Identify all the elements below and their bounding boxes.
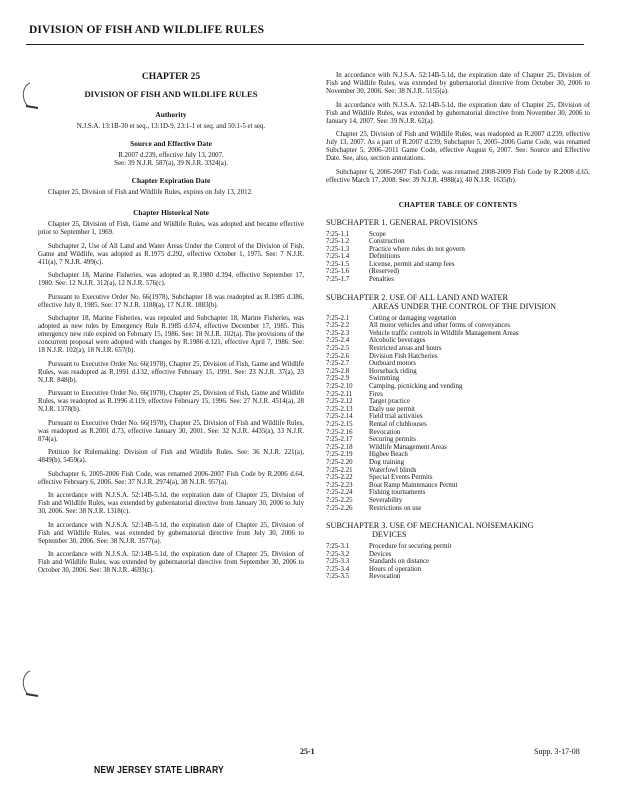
toc-section-number: 7:25-2.21 — [326, 466, 353, 474]
toc-section-title: Higbee Beach — [369, 451, 408, 459]
toc-section-title: Boat Ramp Maintenance Permit — [369, 481, 458, 489]
toc-section-number: 7:25-2.6 — [326, 352, 350, 360]
toc-section-number: 7:25-2.1 — [326, 314, 350, 322]
history-paragraph: Pursuant to Executive Order No. 66(1978), Chapter 25, Division of Fish, Game and Wildlife Rules, was readopted as R.1991 d.132, effective February 15, 1991. See: 23 N.J.R. 37(a), 23 N.J.R. 848(b). — [38, 360, 304, 384]
toc-section-number: 7:25-2.11 — [326, 390, 353, 398]
toc-section-number: 7:25-1.6 — [326, 268, 350, 276]
toc-entry — [326, 253, 590, 261]
history-paragraph: Chapter 25, Division of Fish and Wildlife Rules, was readopted as R.2007 d.239, effective July 13, 2007. As a part of R.2007 d.239, Subchapter 5, 2005–2006 Game Code, was renamed Subchapter 5, 2006–2011 Game Code, effective August 6, 2007. See: Source and Effective Date. See, also, section annotations. — [326, 131, 590, 162]
toc-entry — [326, 451, 590, 459]
toc-section-number: 7:25-1.5 — [326, 260, 350, 268]
history-paragraph: Subchapter 18, Marine Fisheries, was repealed and Subchapter 18, Marine Fisheries, was adopted as new rules by Emergency Rule R.1985 d.674, effective December 17, 1985. This emergency new rule expired on February 15, 1986. See: 18 N.J.R. 102(a). The provisions of the concurrent proposal were adopted with changes by R.1986 d.121, effective April 7, 1986. See: 18 N.J.R. 102(a), 18 N.J.R. 657(b). — [38, 315, 304, 354]
toc-section-number: 7:25-2.9 — [326, 375, 350, 383]
toc-entry — [326, 383, 590, 391]
toc-entry — [326, 231, 590, 239]
toc-section-title: Revocation — [369, 573, 401, 581]
toc-entry — [326, 375, 590, 383]
history-notes — [38, 221, 304, 575]
toc-section-number: 7:25-3.1 — [326, 543, 350, 551]
toc-entry — [326, 573, 590, 581]
library-stamp: NEW JERSEY STATE LIBRARY — [94, 764, 224, 776]
header-rule — [26, 44, 584, 45]
toc-section-title: Fishing tournaments — [369, 489, 426, 497]
toc-section-number: 7:25-1.7 — [326, 276, 350, 284]
toc-section-number: 7:25-2.18 — [326, 443, 353, 451]
toc-section-number: 7:25-2.25 — [326, 496, 353, 504]
toc-section-title: Standards on distance — [369, 558, 430, 566]
toc-entry — [326, 322, 590, 330]
toc-entry — [326, 436, 590, 444]
history-paragraph: Pursuant to Executive Order No. 66(1978), Chapter 25, Division of Fish and Wildlife Rules, was readopted as R.2001 d.73, effective January 30, 2001. See: 32 N.J.R. 4435(a), 33 N.J.R. 874(a). — [38, 419, 304, 443]
toc-entry — [326, 413, 590, 421]
history-paragraph: Subchapter 18, Marine Fisheries, was adopted as R.1980 d.394, effective September 17, 1980. See: 12 N.J.R. 312(a), 12 N.J.R. 576(c). — [38, 272, 304, 287]
toc-entry — [326, 558, 590, 566]
toc-entry — [326, 330, 590, 338]
toc-section-title: Practice where rules do not govern — [369, 245, 465, 253]
subchapter-heading-line: SUBCHAPTER 3. USE OF MECHANICAL NOISEMAKING — [326, 521, 534, 531]
running-head: DIVISION OF FISH AND WILDLIFE RULES — [29, 24, 265, 36]
toc-section-title: Outboard motors — [369, 360, 416, 368]
subchapter-heading-line: SUBCHAPTER 2. USE OF ALL LAND AND WATER — [326, 292, 508, 302]
toc-section-title: Rental of clubhouses — [369, 420, 427, 428]
expiration-heading: Chapter Expiration Date — [131, 176, 211, 185]
punch-hole-mark-bottom — [16, 668, 44, 698]
toc-section-title: Field trial activities — [369, 413, 423, 421]
toc-section-number: 7:25-2.23 — [326, 481, 353, 489]
toc-entry — [326, 398, 590, 406]
subchapter-heading-line: SUBCHAPTER 1. GENERAL PROVISIONS — [326, 217, 478, 227]
toc-section-number: 7:25-2.2 — [326, 322, 350, 330]
toc-section-number: 7:25-2.14 — [326, 413, 353, 421]
toc-entry — [326, 421, 590, 429]
toc-entry — [326, 268, 590, 276]
toc-entry — [326, 505, 590, 513]
subchapter-heading — [326, 521, 590, 539]
toc-section-number: 7:25-1.2 — [326, 238, 350, 246]
toc-entry — [326, 261, 590, 269]
toc-section-number: 7:25-2.7 — [326, 360, 350, 368]
toc-section-title: All motor vehicles and other forms of conveyances — [369, 322, 511, 330]
toc-section-number: 7:25-2.4 — [326, 337, 350, 345]
toc-section-title: Severability — [369, 496, 403, 504]
toc-section-title: Securing permits — [369, 436, 416, 444]
history-paragraph: In accordance with N.J.S.A. 52:14B-5.1d, the expiration date of Chapter 25, Division of Fish and Wildlife Rules, was extended by gubernatorial directive from September 30, 2006 to October 30, 2006. See: 38 N.J.R. 4693(c). — [38, 551, 304, 574]
toc-entry — [326, 444, 590, 452]
toc-entry — [326, 429, 590, 437]
history-heading: Chapter Historical Note — [133, 208, 209, 217]
chapter-title: CHAPTER 25 — [141, 72, 201, 82]
authority-text: N.J.S.A. 13:1B-30 et seq., 13:1D-9, 23:1-1 et seq. and 50:1-5 et seq. — [76, 123, 266, 130]
toc-entry — [326, 406, 590, 414]
toc-section-number: 7:25-2.17 — [326, 436, 353, 444]
toc-section-title: Fires — [369, 390, 383, 398]
toc-entry — [326, 474, 590, 482]
toc-entry — [326, 482, 590, 490]
toc-entry — [326, 543, 590, 551]
toc-section-title: Swimming — [369, 375, 400, 383]
toc-section-number: 7:25-1.4 — [326, 253, 350, 261]
toc-section-title: Penalties — [369, 276, 394, 284]
toc-entry — [326, 467, 590, 475]
toc-section-number: 7:25-3.4 — [326, 565, 350, 573]
toc-section-title: Camping, picnicking and vending — [369, 383, 463, 390]
toc-section-number: 7:25-2.3 — [326, 329, 350, 337]
toc-entry — [326, 551, 590, 559]
authority-heading: Authority — [155, 110, 187, 119]
toc-heading: CHAPTER TABLE OF CONTENTS — [398, 200, 518, 209]
toc-entry — [326, 276, 590, 284]
supplement-date: Supp. 3-17-08 — [534, 747, 580, 756]
toc-section-number: 7:25-3.3 — [326, 558, 350, 566]
left-column — [38, 72, 304, 581]
toc-section-number: 7:25-2.22 — [326, 474, 353, 482]
toc-entry — [326, 360, 590, 368]
toc-section-number: 7:25-2.16 — [326, 428, 353, 436]
subchapter-heading-line: AREAS UNDER THE CONTROL OF THE DIVISION — [372, 301, 557, 311]
toc-entry — [326, 489, 590, 497]
history-paragraph: In accordance with N.J.S.A. 52:14B-5.1d, the expiration date of Chapter 25, Division of Fish and Wildlife Rules, was extended by gubernatorial directive from October 30, 2006 to November 30, 2006. See: 38 N.J.R. 5155(a). — [326, 72, 590, 95]
toc-section-title: Restricted areas and hours — [369, 345, 442, 353]
source-text-2: See: 39 N.J.R. 587(a), 39 N.J.R. 3324(a). — [114, 160, 228, 167]
toc-section-title: (Reserved) — [369, 268, 400, 276]
toc-section-number: 7:25-2.19 — [326, 451, 353, 459]
history-paragraph: Petition for Rulemaking: Division of Fish and Wildlife Rules. See: 36 N.J.R. 221(a), 4849(b), 5459(a). — [38, 449, 304, 464]
toc-section-number: 7:25-2.5 — [326, 345, 350, 353]
history-paragraph: Pursuant to Executive Order No. 66(1978), Subchapter 18 was readopted as R.1985 d.386, effective July 8, 1985. See: 17 N.J.R. 1188(a), 17 N.J.R. 1883(b). — [38, 293, 304, 309]
toc-section-number: 7:25-2.12 — [326, 398, 353, 406]
toc-section-title: License, permit and stamp fees — [369, 260, 455, 268]
history-paragraph: In accordance with N.J.S.A. 52:14B-5.1d, the expiration date of Chapter 25, Division of Fish and Wildlife Rules, was extended by gubernatorial directive from July 30, 2006 to September 30, 2006. See: 38 N.J.R. 3577(a). — [38, 521, 304, 545]
toc-section-number: 7:25-2.13 — [326, 405, 353, 413]
toc-entry — [326, 459, 590, 467]
toc-section-number: 7:25-3.5 — [326, 573, 350, 581]
toc-section-title: Revocation — [369, 428, 401, 436]
source-heading: Source and Effective Date — [130, 139, 212, 148]
toc-section-number: 7:25-2.8 — [326, 367, 350, 375]
toc-section-title: Scope — [369, 230, 386, 238]
history-paragraph: Subchapter 6, 2005-2006 Fish Code, was renamed 2006-2007 Fish Code by R.2006 d.64, effective February 6, 2006. See: 37 N.J.R. 2974(a), 38 N.J.R. 957(a). — [38, 470, 304, 486]
toc-section-number: 7:25-2.24 — [326, 489, 353, 497]
toc-section-title: Vehicle traffic controls in Wildlife Management Areas — [369, 329, 519, 337]
toc-section-title: Waterfowl blinds — [369, 466, 417, 474]
toc-section-title: Restrictions on use — [369, 504, 422, 512]
toc-section-title: Devices — [369, 550, 392, 558]
toc-entry — [326, 391, 590, 399]
toc-section-title: Procedure for securing permit — [369, 543, 452, 551]
toc-entry — [326, 566, 590, 574]
toc-section-title: Dog training — [369, 458, 405, 466]
toc-section-title: Hours of operation — [369, 565, 422, 573]
toc-section-title: Alcoholic beverages — [369, 337, 426, 345]
source-text-1: R.2007 d.239, effective July 13, 2007. — [118, 152, 224, 159]
toc-entry — [326, 345, 590, 353]
chapter-subtitle: DIVISION OF FISH AND WILDLIFE RULES — [84, 89, 258, 99]
page-number: 25-1 — [300, 747, 315, 756]
toc-entry — [326, 246, 590, 254]
toc-section-title: Special Events Permits — [369, 474, 433, 482]
history-notes-continued — [326, 72, 590, 185]
history-paragraph: Chapter 25, Division of Fish, Game and Wildlife Rules, was adopted and became effective prior to September 1, 1969. — [38, 221, 304, 236]
toc-section-number: 7:25-2.15 — [326, 420, 353, 428]
toc-section-title: Definitions — [369, 253, 401, 261]
toc-section-number: 7:25-2.20 — [326, 458, 353, 466]
subchapter-heading-line: DEVICES — [372, 530, 407, 540]
toc-section-number: 7:25-1.3 — [326, 245, 350, 253]
expiration-text: Chapter 25, Division of Fish and Wildlife Rules, expires on July 13, 2012. — [48, 189, 253, 196]
toc-entry — [326, 497, 590, 505]
toc-section-number: 7:25-1.1 — [326, 230, 350, 238]
history-paragraph: In accordance with N.J.S.A. 52:14B-5.1d, the expiration date of Chapter 25, Division of Fish and Wildlife Rules, was extended by gubernatorial directive from January 30, 2006 to July 30, 2006. See: 38 N.J.R. 1318(c). — [38, 492, 304, 515]
toc-entry — [326, 353, 590, 361]
toc-section-number: 7:25-2.26 — [326, 504, 353, 512]
toc-entry — [326, 368, 590, 376]
history-paragraph: Subchapter 6, 2006-2007 Fish Code, was renamed 2008-2009 Fish Code by R.2008 d.65, effective March 17, 2008. See: 39 N.J.R. 4988(a), 40 N.J.R. 1635(b). — [326, 168, 590, 184]
toc-section-title: Daily use permit — [369, 405, 415, 413]
toc-section-number: 7:25-2.10 — [326, 383, 353, 390]
table-of-contents — [326, 218, 590, 582]
history-paragraph: In accordance with N.J.S.A. 52:14B-5.1d, the expiration date of Chapter 25, Division of Fish and Wildlife Rules, was extended by gubernatorial directive from November 30, 2006 to January 14, 2007. See: 39 N.J.R. 62(a). — [326, 101, 590, 125]
right-column — [326, 72, 590, 581]
toc-section-title: Construction — [369, 238, 405, 246]
subchapter-heading — [326, 218, 590, 227]
history-paragraph: Subchapter 2, Use of All Land and Water Areas Under the Control of the Division of Fish, Game and Wildlife, was adopted as R.1975 d.292, effective October 1, 1975. See: 7 N.J.R. 411(a), 7 N.J.R. 499(c). — [38, 242, 304, 266]
toc-entry — [326, 337, 590, 345]
toc-section-number: 7:25-3.2 — [326, 550, 350, 558]
toc-section-title: Cutting or damaging vegetation — [369, 314, 457, 322]
toc-section-title: Division Fish Hatcheries — [369, 352, 438, 360]
toc-section-title: Target practice — [369, 398, 410, 406]
toc-entry — [326, 315, 590, 323]
toc-section-title: Wildlife Management Areas — [369, 443, 447, 451]
subchapter-heading — [326, 293, 590, 311]
history-paragraph: Pursuant to Executive Order No. 66(1978), Chapter 25, Division of Fish, Game and Wildlife Rules, was readopted as R.1996 d.119, effective February 15, 1996. See: 27 N.J.R. 4514(a), 28 N.J.R. 1378(b). — [38, 390, 304, 413]
toc-entry — [326, 238, 590, 246]
toc-section-title: Horseback riding — [369, 367, 417, 375]
